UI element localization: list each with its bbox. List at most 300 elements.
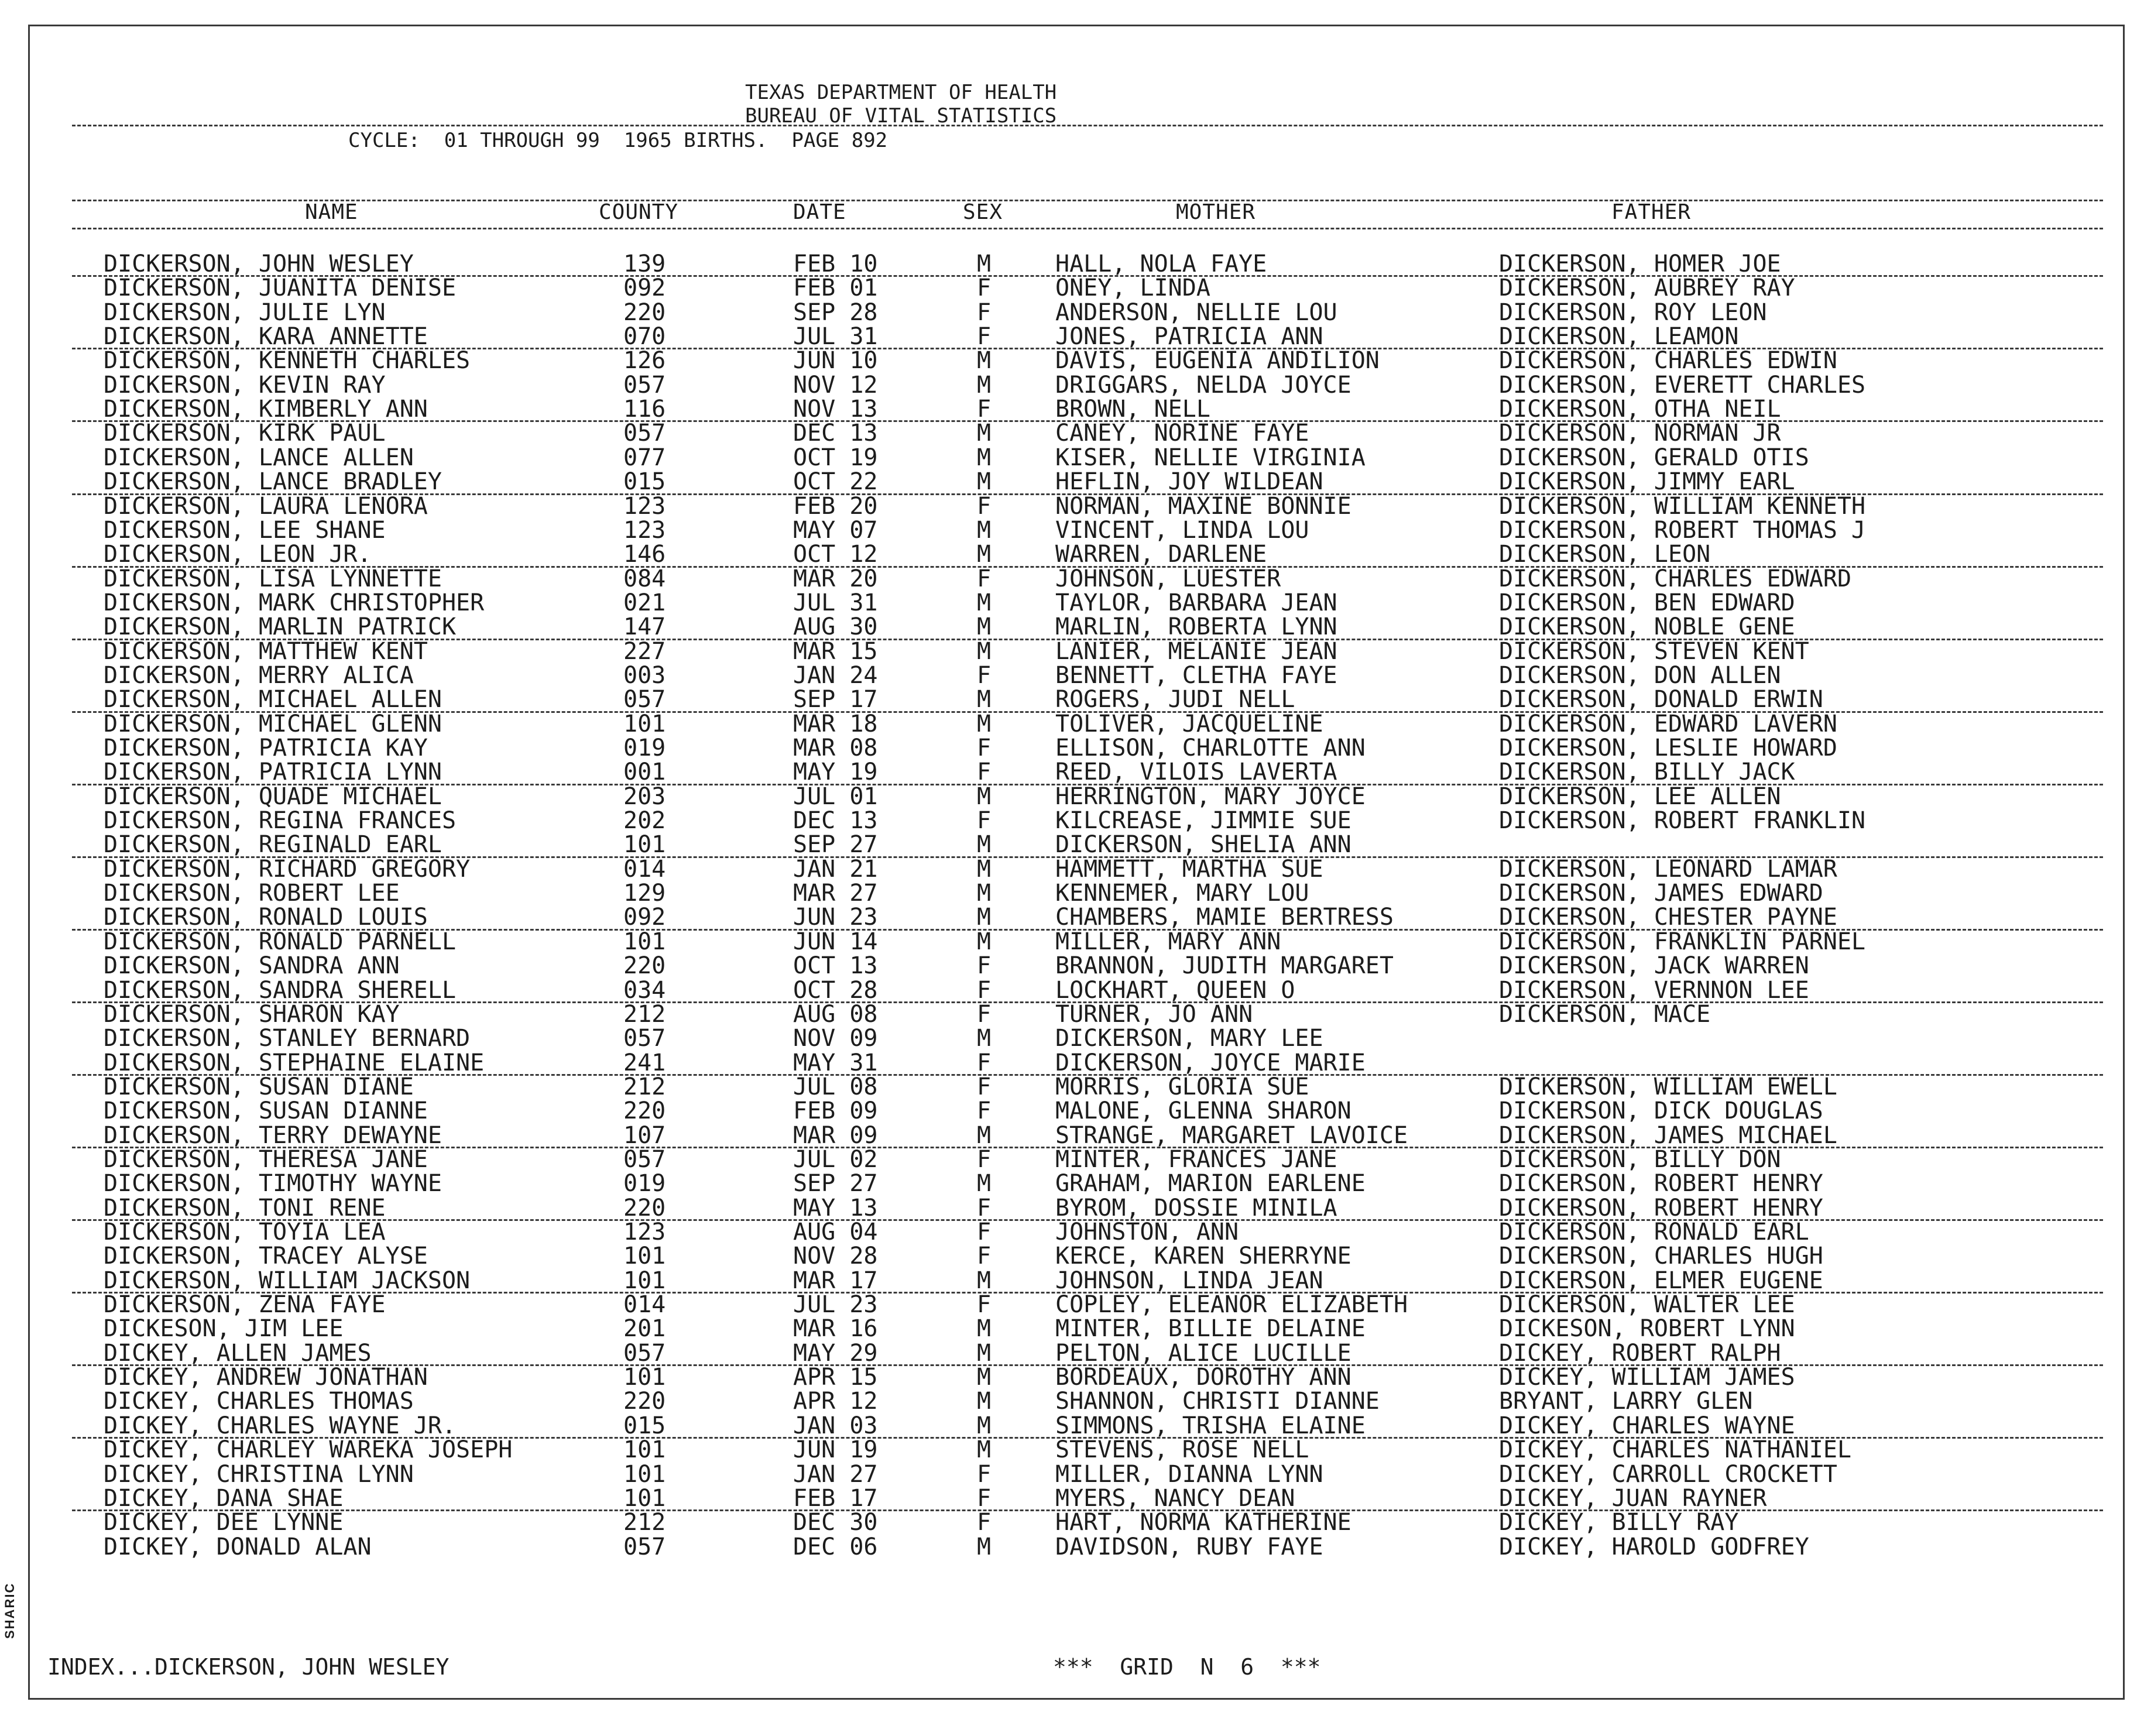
cell-mother: TURNER, JO ANN xyxy=(1055,1000,1253,1028)
cell-sex: F xyxy=(977,492,992,520)
cell-name: DICKERSON, JOHN WESLEY xyxy=(104,251,414,277)
cell-county: 015 xyxy=(623,468,666,496)
cell-father: DICKERSON, CHESTER PAYNE xyxy=(1499,904,1837,931)
cell-date: FEB 09 xyxy=(793,1097,878,1125)
column-header-date: DATE xyxy=(793,200,846,224)
cell-date: JAN 21 xyxy=(793,855,878,883)
cell-name: DICKEY, CHARLES WAYNE JR. xyxy=(104,1412,457,1439)
cell-name: DICKERSON, PATRICIA LYNN xyxy=(104,759,442,786)
cell-name: DICKERSON, KIMBERLY ANN xyxy=(104,396,428,423)
table-row xyxy=(30,930,2126,954)
cell-mother: DICKERSON, SHELIA ANN xyxy=(1055,831,1351,859)
cell-name: DICKERSON, RONALD PARNELL xyxy=(104,928,457,955)
cell-name: DICKERSON, RICHARD GREGORY xyxy=(104,855,471,883)
cell-father: DICKERSON, JAMES EDWARD xyxy=(1499,880,1823,907)
cell-date: JAN 03 xyxy=(793,1412,878,1439)
header-divider xyxy=(72,125,2103,126)
cell-mother: NORMAN, MAXINE BONNIE xyxy=(1055,492,1351,520)
cell-date: APR 12 xyxy=(793,1388,878,1415)
cell-mother: MORRIS, GLORIA SUE xyxy=(1055,1073,1309,1100)
cell-name: DICKERSON, QUADE MICHAEL xyxy=(104,783,442,810)
cell-mother: DAVIS, EUGENIA ANDILION xyxy=(1055,347,1380,375)
cell-county: 015 xyxy=(623,1412,666,1439)
cell-mother: ROGERS, JUDI NELL xyxy=(1055,686,1295,713)
cell-county: 241 xyxy=(623,1049,666,1076)
cell-father: DICKEY, ROBERT RALPH xyxy=(1499,1339,1781,1367)
cell-sex: M xyxy=(977,251,992,277)
cell-county: 057 xyxy=(623,420,666,447)
cell-father: DICKERSON, ROBERT HENRY xyxy=(1499,1194,1823,1222)
cell-sex: F xyxy=(977,1219,992,1246)
cell-sex: M xyxy=(977,371,992,399)
cell-date: JUL 31 xyxy=(793,589,878,616)
cell-date: FEB 01 xyxy=(793,275,878,302)
cell-father: DICKERSON, WILLIAM EWELL xyxy=(1499,1073,1837,1100)
cell-father: DICKEY, CARROLL CROCKETT xyxy=(1499,1460,1837,1488)
cell-sex: F xyxy=(977,1243,992,1270)
cell-county: 101 xyxy=(623,1364,666,1391)
cell-county: 202 xyxy=(623,807,666,835)
table-row xyxy=(30,736,2126,760)
cell-father: DICKEY, HAROLD GODFREY xyxy=(1499,1533,1809,1560)
cell-county: 101 xyxy=(623,928,666,955)
index-reference: INDEX...DICKERSON, JOHN WESLEY xyxy=(47,1654,450,1680)
cell-sex: M xyxy=(977,420,992,447)
table-row xyxy=(30,1511,2126,1535)
cell-father: DICKERSON, HOMER JOE xyxy=(1499,251,1781,277)
cell-father: DICKEY, CHARLES NATHANIEL xyxy=(1499,1436,1852,1464)
cell-mother: HART, NORMA KATHERINE xyxy=(1055,1509,1351,1536)
cell-sex: F xyxy=(977,1509,992,1536)
cell-name: DICKERSON, TIMOTHY WAYNE xyxy=(104,1170,442,1198)
row-rule xyxy=(72,711,2103,713)
cell-mother: JOHNSON, LINDA JEAN xyxy=(1055,1267,1323,1294)
cell-sex: M xyxy=(977,710,992,737)
cell-mother: CHAMBERS, MAMIE BERTRESS xyxy=(1055,904,1394,931)
cell-mother: BENNETT, CLETHA FAYE xyxy=(1055,661,1337,689)
cell-date: JAN 24 xyxy=(793,661,878,689)
row-rule xyxy=(72,1001,2103,1003)
cell-county: 101 xyxy=(623,1243,666,1270)
table-row xyxy=(30,857,2126,881)
cell-county: 092 xyxy=(623,275,666,302)
cell-father: DICKERSON, ROBERT HENRY xyxy=(1499,1170,1823,1198)
cell-sex: F xyxy=(977,1460,992,1488)
row-rule xyxy=(72,1292,2103,1294)
cell-county: 057 xyxy=(623,1025,666,1052)
cell-name: DICKERSON, ROBERT LEE xyxy=(104,880,400,907)
cell-date: NOV 12 xyxy=(793,371,878,399)
cell-name: DICKERSON, LISA LYNNETTE xyxy=(104,565,442,592)
cell-county: 146 xyxy=(623,541,666,568)
cell-mother: HAMMETT, MARTHA SUE xyxy=(1055,855,1323,883)
cell-county: 057 xyxy=(623,1339,666,1367)
cell-name: DICKERSON, TOYIA LEA xyxy=(104,1219,386,1246)
cell-sex: M xyxy=(977,444,992,471)
column-header-county: COUNTY xyxy=(599,200,679,224)
cell-name: DICKERSON, KIRK PAUL xyxy=(104,420,386,447)
cell-name: DICKERSON, WILLIAM JACKSON xyxy=(104,1267,471,1294)
cell-county: 147 xyxy=(623,613,666,641)
table-row xyxy=(30,373,2126,397)
row-rule xyxy=(72,639,2103,640)
cell-county: 014 xyxy=(623,855,666,883)
cell-mother: MALONE, GLENNA SHARON xyxy=(1055,1097,1351,1125)
cell-county: 101 xyxy=(623,1436,666,1464)
cell-county: 014 xyxy=(623,1291,666,1319)
column-header-name: NAME xyxy=(305,200,358,224)
cell-name: DICKERSON, JUANITA DENISE xyxy=(104,275,457,302)
cell-date: JUN 19 xyxy=(793,1436,878,1464)
cell-father: DICKERSON, BILLY DON xyxy=(1499,1145,1781,1173)
table-row xyxy=(30,567,2126,591)
cell-sex: M xyxy=(977,1436,992,1464)
cell-father: DICKERSON, LESLIE HOWARD xyxy=(1499,735,1837,761)
cell-county: 057 xyxy=(623,686,666,713)
cell-name: DICKERSON, LEE SHANE xyxy=(104,516,386,544)
cell-county: 101 xyxy=(623,1460,666,1488)
bureau-title: BUREAU OF VITAL STATISTICS xyxy=(745,104,1057,128)
cell-mother: HERRINGTON, MARY JOYCE xyxy=(1055,783,1366,810)
cell-county: 123 xyxy=(623,516,666,544)
table-row xyxy=(30,905,2126,929)
table-row xyxy=(30,1051,2126,1075)
table-row xyxy=(30,397,2126,421)
cell-father: DICKERSON, FRANKLIN PARNEL xyxy=(1499,928,1866,955)
cell-date: SEP 17 xyxy=(793,686,878,713)
cell-mother: DICKERSON, MARY LEE xyxy=(1055,1025,1323,1052)
cell-name: DICKERSON, SUSAN DIANE xyxy=(104,1073,414,1100)
cell-name: DICKEY, DEE LYNNE xyxy=(104,1509,344,1536)
cell-date: JUL 23 xyxy=(793,1291,878,1319)
cell-date: FEB 20 xyxy=(793,492,878,520)
row-rule xyxy=(72,856,2103,858)
cell-county: 220 xyxy=(623,1194,666,1222)
cell-mother: MILLER, DIANNA LYNN xyxy=(1055,1460,1323,1488)
cell-date: OCT 22 xyxy=(793,468,878,496)
cell-county: 139 xyxy=(623,251,666,277)
cell-mother: ELLISON, CHARLOTTE ANN xyxy=(1055,735,1366,761)
cell-father: DICKERSON, CHARLES EDWARD xyxy=(1499,565,1852,592)
table-row xyxy=(30,1366,2126,1390)
cell-father: DICKERSON, ROBERT THOMAS J xyxy=(1499,516,1866,544)
cell-father: DICKERSON, GERALD OTIS xyxy=(1499,444,1809,471)
cell-sex: M xyxy=(977,831,992,859)
cell-name: DICKERSON, KEVIN RAY xyxy=(104,371,386,399)
cell-father: DICKERSON, DONALD ERWIN xyxy=(1499,686,1823,713)
cell-mother: MILLER, MARY ANN xyxy=(1055,928,1281,955)
table-row xyxy=(30,421,2126,445)
cell-sex: F xyxy=(977,661,992,689)
cell-sex: M xyxy=(977,783,992,810)
cell-name: DICKEY, ANDREW JONATHAN xyxy=(104,1364,428,1391)
column-header-divider-top xyxy=(72,200,2103,201)
cell-date: AUG 08 xyxy=(793,1000,878,1028)
cell-mother: TAYLOR, BARBARA JEAN xyxy=(1055,589,1337,616)
cell-date: JAN 27 xyxy=(793,1460,878,1488)
cell-sex: M xyxy=(977,637,992,665)
cell-date: FEB 10 xyxy=(793,251,878,277)
table-row xyxy=(30,1099,2126,1123)
cell-county: 123 xyxy=(623,492,666,520)
cell-county: 019 xyxy=(623,735,666,761)
table-row xyxy=(30,1172,2126,1196)
cell-name: DICKERSON, KARA ANNETTE xyxy=(104,323,428,351)
cell-county: 070 xyxy=(623,323,666,351)
cell-sex: F xyxy=(977,1291,992,1319)
table-row xyxy=(30,1390,2126,1413)
cell-name: DICKERSON, TONI RENE xyxy=(104,1194,386,1222)
cell-sex: F xyxy=(977,323,992,351)
table-row xyxy=(30,1438,2126,1462)
table-row xyxy=(30,1484,2126,1512)
cell-sex: M xyxy=(977,1412,992,1439)
cell-sex: F xyxy=(977,735,992,761)
cell-name: DICKERSON, SUSAN DIANNE xyxy=(104,1097,428,1125)
cell-date: DEC 30 xyxy=(793,1509,878,1536)
cell-mother: MYERS, NANCY DEAN xyxy=(1055,1484,1295,1512)
row-rule xyxy=(72,1509,2103,1511)
cell-county: 123 xyxy=(623,1219,666,1246)
cell-sex: M xyxy=(977,686,992,713)
column-header-divider-bottom xyxy=(72,228,2103,229)
cell-sex: F xyxy=(977,952,992,980)
cell-father: DICKERSON, ROBERT FRANKLIN xyxy=(1499,807,1866,835)
cell-sex: M xyxy=(977,1533,992,1560)
table-row xyxy=(30,1220,2126,1244)
cell-date: AUG 30 xyxy=(793,613,878,641)
cell-name: DICKERSON, STEPHAINE ELAINE xyxy=(104,1049,485,1076)
cell-mother: SHANNON, CHRISTI DIANNE xyxy=(1055,1388,1380,1415)
table-row xyxy=(30,976,2126,1004)
cell-name: DICKERSON, KENNETH CHARLES xyxy=(104,347,471,375)
cell-name: DICKEY, CHARLEY WAREKA JOSEPH xyxy=(104,1436,513,1464)
cell-father: DICKERSON, VERNNON LEE xyxy=(1499,976,1809,1004)
cell-county: 101 xyxy=(623,1267,666,1294)
cell-date: SEP 28 xyxy=(793,299,878,326)
cell-sex: M xyxy=(977,613,992,641)
cell-sex: M xyxy=(977,1364,992,1391)
column-header-mother: MOTHER xyxy=(1176,200,1256,224)
cell-mother: WARREN, DARLENE xyxy=(1055,541,1267,568)
table-row xyxy=(30,661,2126,689)
cell-mother: LANIER, MELANIE JEAN xyxy=(1055,637,1337,665)
cell-date: OCT 12 xyxy=(793,541,878,568)
table-row xyxy=(30,446,2126,470)
cell-county: 057 xyxy=(623,371,666,399)
table-row xyxy=(30,1000,2126,1028)
cell-name: DICKERSON, REGINA FRANCES xyxy=(104,807,457,835)
cell-sex: M xyxy=(977,468,992,496)
cell-county: 107 xyxy=(623,1121,666,1149)
cell-county: 101 xyxy=(623,831,666,859)
cell-sex: M xyxy=(977,1170,992,1198)
cell-date: DEC 06 xyxy=(793,1533,878,1560)
cell-date: AUG 04 xyxy=(793,1219,878,1246)
cell-father: DICKERSON, CHARLES EDWIN xyxy=(1499,347,1837,375)
cell-county: 101 xyxy=(623,1484,666,1512)
cell-sex: M xyxy=(977,1025,992,1052)
cell-mother: GRAHAM, MARION EARLENE xyxy=(1055,1170,1366,1198)
cell-name: DICKEY, ALLEN JAMES xyxy=(104,1339,372,1367)
cell-father: DICKERSON, ROY LEON xyxy=(1499,299,1767,326)
cell-name: DICKERSON, MERRY ALICA xyxy=(104,661,414,689)
column-header-father: FATHER xyxy=(1611,200,1692,224)
cell-mother: KILCREASE, JIMMIE SUE xyxy=(1055,807,1351,835)
cell-mother: JOHNSTON, ANN xyxy=(1055,1219,1239,1246)
cell-father: BRYANT, LARRY GLEN xyxy=(1499,1388,1753,1415)
cell-sex: M xyxy=(977,1339,992,1367)
cell-county: 129 xyxy=(623,880,666,907)
cell-sex: F xyxy=(977,396,992,423)
cell-date: OCT 13 xyxy=(793,952,878,980)
table-row xyxy=(30,615,2126,639)
table-row xyxy=(30,760,2126,784)
cell-mother: MINTER, BILLIE DELAINE xyxy=(1055,1315,1366,1343)
cell-county: 084 xyxy=(623,565,666,592)
cell-name: DICKERSON, JULIE LYN xyxy=(104,299,386,326)
cell-father: DICKERSON, LEE ALLEN xyxy=(1499,783,1781,810)
cell-date: DEC 13 xyxy=(793,807,878,835)
cell-county: 220 xyxy=(623,952,666,980)
column-header-sex: SEX xyxy=(963,200,1003,224)
table-row xyxy=(30,252,2126,276)
cell-name: DICKERSON, LAURA LENORA xyxy=(104,492,428,520)
cell-sex: M xyxy=(977,880,992,907)
cell-name: DICKEY, CHRISTINA LYNN xyxy=(104,1460,414,1488)
row-rule xyxy=(72,929,2103,931)
cell-father: DICKERSON, AUBREY RAY xyxy=(1499,275,1795,302)
table-row xyxy=(30,1317,2126,1341)
row-rule xyxy=(72,1437,2103,1439)
cell-county: 203 xyxy=(623,783,666,810)
cell-mother: DAVIDSON, RUBY FAYE xyxy=(1055,1533,1323,1560)
cell-name: DICKERSON, MATTHEW KENT xyxy=(104,637,428,665)
cell-name: DICKERSON, MICHAEL GLENN xyxy=(104,710,442,737)
cell-father: DICKERSON, JACK WARREN xyxy=(1499,952,1809,980)
cell-name: DICKEY, DONALD ALAN xyxy=(104,1533,372,1560)
cell-county: 092 xyxy=(623,904,666,931)
table-row xyxy=(30,1075,2126,1099)
cell-name: DICKERSON, TERRY DEWAYNE xyxy=(104,1121,442,1149)
cell-name: DICKERSON, LANCE BRADLEY xyxy=(104,468,442,496)
cell-date: MAY 07 xyxy=(793,516,878,544)
cell-mother: HEFLIN, JOY WILDEAN xyxy=(1055,468,1323,496)
cell-date: MAR 27 xyxy=(793,880,878,907)
cell-date: MAR 15 xyxy=(793,637,878,665)
cell-date: MAR 09 xyxy=(793,1121,878,1149)
table-row xyxy=(30,1244,2126,1268)
cell-date: OCT 28 xyxy=(793,976,878,1004)
cell-sex: M xyxy=(977,1315,992,1343)
cell-date: FEB 17 xyxy=(793,1484,878,1512)
vital-statistics-page xyxy=(28,25,2125,1700)
cell-name: DICKERSON, ZENA FAYE xyxy=(104,1291,386,1319)
cell-sex: F xyxy=(977,275,992,302)
cell-mother: MINTER, FRANCES JANE xyxy=(1055,1145,1337,1173)
cell-father: DICKERSON, LEAMON xyxy=(1499,323,1739,351)
cell-date: JUL 01 xyxy=(793,783,878,810)
cell-father: DICKERSON, STEVEN KENT xyxy=(1499,637,1809,665)
cell-name: DICKERSON, SANDRA ANN xyxy=(104,952,400,980)
cell-name: DICKERSON, LANCE ALLEN xyxy=(104,444,414,471)
table-row xyxy=(30,954,2126,978)
table-row xyxy=(30,470,2126,494)
cell-sex: M xyxy=(977,855,992,883)
cell-county: 057 xyxy=(623,1145,666,1173)
cell-father: DICKERSON, RONALD EARL xyxy=(1499,1219,1809,1246)
cell-date: SEP 27 xyxy=(793,831,878,859)
cell-name: DICKEY, CHARLES THOMAS xyxy=(104,1388,414,1415)
cell-date: MAY 13 xyxy=(793,1194,878,1222)
cell-sex: M xyxy=(977,541,992,568)
cell-date: JUN 23 xyxy=(793,904,878,931)
row-rule xyxy=(72,348,2103,349)
cell-county: 077 xyxy=(623,444,666,471)
cell-father: DICKERSON, JAMES MICHAEL xyxy=(1499,1121,1837,1149)
table-row xyxy=(30,543,2126,567)
cell-sex: M xyxy=(977,589,992,616)
cell-mother: KENNEMER, MARY LOU xyxy=(1055,880,1309,907)
cell-father: DICKERSON, OTHA NEIL xyxy=(1499,396,1781,423)
cell-mother: ONEY, LINDA xyxy=(1055,275,1210,302)
table-row xyxy=(30,591,2126,615)
table-row xyxy=(30,1414,2126,1438)
cell-father: DICKESON, ROBERT LYNN xyxy=(1499,1315,1795,1343)
cell-date: JUN 10 xyxy=(793,347,878,375)
table-row xyxy=(30,276,2126,300)
cell-date: NOV 28 xyxy=(793,1243,878,1270)
cell-father: DICKERSON, WILLIAM KENNETH xyxy=(1499,492,1866,520)
table-row xyxy=(30,301,2126,325)
cell-county: 019 xyxy=(623,1170,666,1198)
cell-sex: M xyxy=(977,1388,992,1415)
cell-county: 126 xyxy=(623,347,666,375)
cell-mother: JOHNSON, LUESTER xyxy=(1055,565,1281,592)
table-row xyxy=(30,1535,2126,1559)
cell-county: 003 xyxy=(623,661,666,689)
cell-sex: F xyxy=(977,1000,992,1028)
cell-name: DICKERSON, MARK CHRISTOPHER xyxy=(104,589,485,616)
cell-mother: DRIGGARS, NELDA JOYCE xyxy=(1055,371,1351,399)
cell-father: DICKERSON, BILLY JACK xyxy=(1499,759,1795,786)
cell-mother: HALL, NOLA FAYE xyxy=(1055,251,1267,277)
cell-name: DICKEY, DANA SHAE xyxy=(104,1484,344,1512)
cell-sex: F xyxy=(977,565,992,592)
cell-father: DICKERSON, EDWARD LAVERN xyxy=(1499,710,1837,737)
cell-mother: SIMMONS, TRISHA ELAINE xyxy=(1055,1412,1366,1439)
grid-reference: *** GRID N 6 *** xyxy=(1053,1654,1321,1680)
cell-father: DICKERSON, NORMAN JR xyxy=(1499,420,1781,447)
cell-father: DICKERSON, LEONARD LAMAR xyxy=(1499,855,1837,883)
cell-sex: F xyxy=(977,807,992,835)
cell-father: DICKERSON, BEN EDWARD xyxy=(1499,589,1795,616)
cell-name: DICKERSON, REGINALD EARL xyxy=(104,831,442,859)
table-row xyxy=(30,1121,2126,1149)
cell-date: APR 15 xyxy=(793,1364,878,1391)
cell-mother: REED, VILOIS LAVERTA xyxy=(1055,759,1337,786)
cell-mother: DICKERSON, JOYCE MARIE xyxy=(1055,1049,1366,1076)
department-title: TEXAS DEPARTMENT OF HEALTH xyxy=(745,81,1057,104)
cell-mother: KERCE, KAREN SHERRYNE xyxy=(1055,1243,1351,1270)
row-rule xyxy=(72,784,2103,785)
table-row xyxy=(30,1460,2126,1488)
cell-name: DICKERSON, LEON JR. xyxy=(104,541,372,568)
cell-name: DICKERSON, MARLIN PATRICK xyxy=(104,613,457,641)
cell-sex: F xyxy=(977,1097,992,1125)
cycle-line: CYCLE: 01 THROUGH 99 1965 BIRTHS. PAGE 892 xyxy=(348,129,888,152)
cell-mother: STRANGE, MARGARET LAVOICE xyxy=(1055,1121,1408,1149)
